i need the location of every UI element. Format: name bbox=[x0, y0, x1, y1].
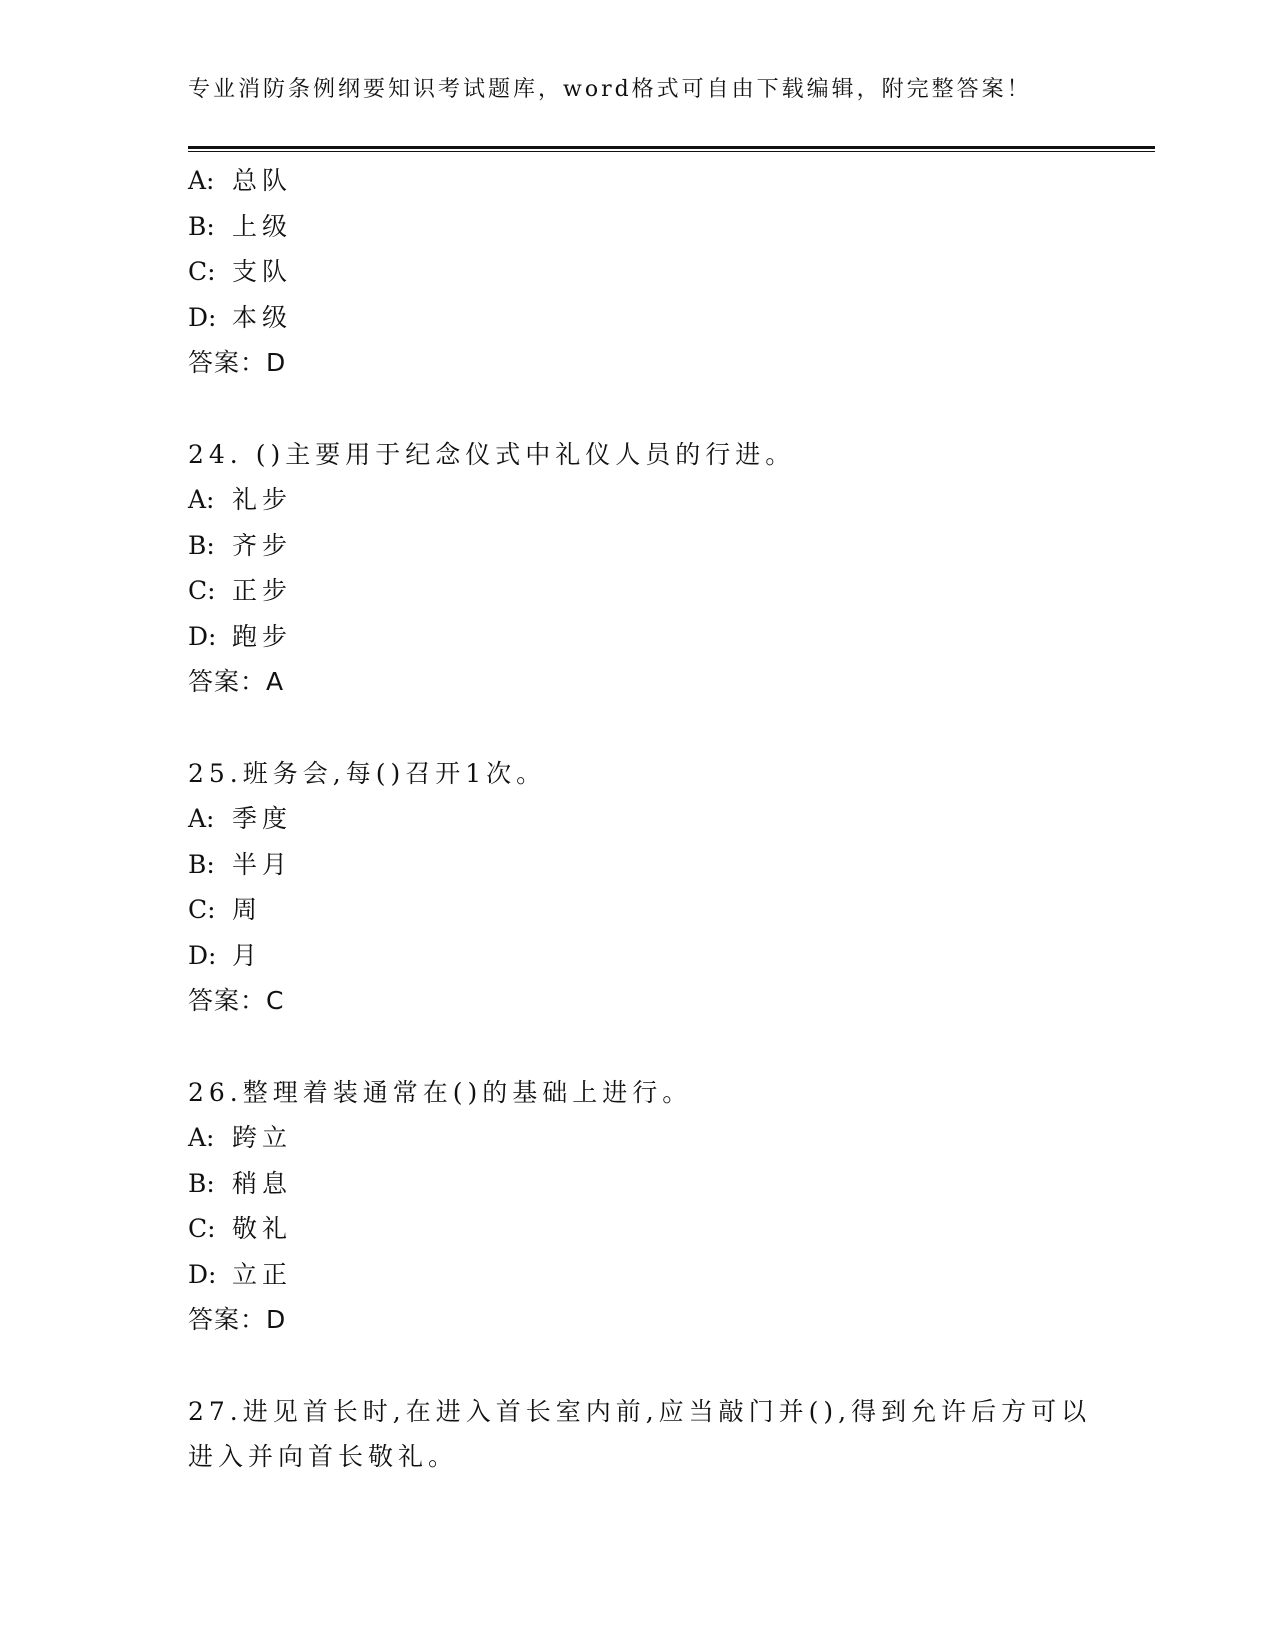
option-b: B: 上级 bbox=[188, 211, 293, 241]
option-b: B: 半月 bbox=[188, 849, 293, 879]
question-text-continued: 进入并向首长敬礼。 bbox=[188, 1442, 459, 1471]
option-c: C: 正步 bbox=[188, 576, 293, 605]
header-rule-thick bbox=[188, 146, 1155, 149]
option-d: D: 本级 bbox=[188, 302, 293, 332]
option-a: A: 跨立 bbox=[188, 1123, 293, 1152]
question-text: 27.进见首长时,在进入首长室内前,应当敲门并(),得到允许后方可以 bbox=[188, 1396, 1092, 1426]
option-d: D: 跑步 bbox=[188, 621, 293, 651]
option-c: C: 敬礼 bbox=[188, 1214, 293, 1243]
header-rule-thin bbox=[188, 151, 1155, 152]
option-d: D: 立正 bbox=[188, 1259, 293, 1289]
question-list bbox=[188, 158, 1155, 1480]
question-text: 26.整理着装通常在()的基础上进行。 bbox=[188, 1077, 693, 1107]
answer: 答案：D bbox=[188, 1305, 287, 1334]
option-b: B: 稍息 bbox=[188, 1168, 293, 1198]
option-a: A: 礼步 bbox=[188, 485, 293, 514]
option-d: D: 月 bbox=[188, 940, 263, 970]
option-c: C: 周 bbox=[188, 895, 263, 924]
option-a: A: 总队 bbox=[188, 166, 293, 195]
answer: 答案：C bbox=[188, 986, 285, 1015]
option-c: C: 支队 bbox=[188, 257, 293, 286]
answer: 答案：D bbox=[188, 348, 287, 377]
option-a: A: 季度 bbox=[188, 804, 293, 833]
page-header: 专业消防条例纲要知识考试题库，word格式可自由下载编辑，附完整答案！ bbox=[188, 77, 1032, 102]
question-text: 24. ()主要用于纪念仪式中礼仪人员的行进。 bbox=[188, 439, 796, 469]
question-text: 25.班务会,每()召开1次。 bbox=[188, 758, 547, 788]
answer: 答案：A bbox=[188, 667, 285, 696]
option-b: B: 齐步 bbox=[188, 530, 293, 560]
